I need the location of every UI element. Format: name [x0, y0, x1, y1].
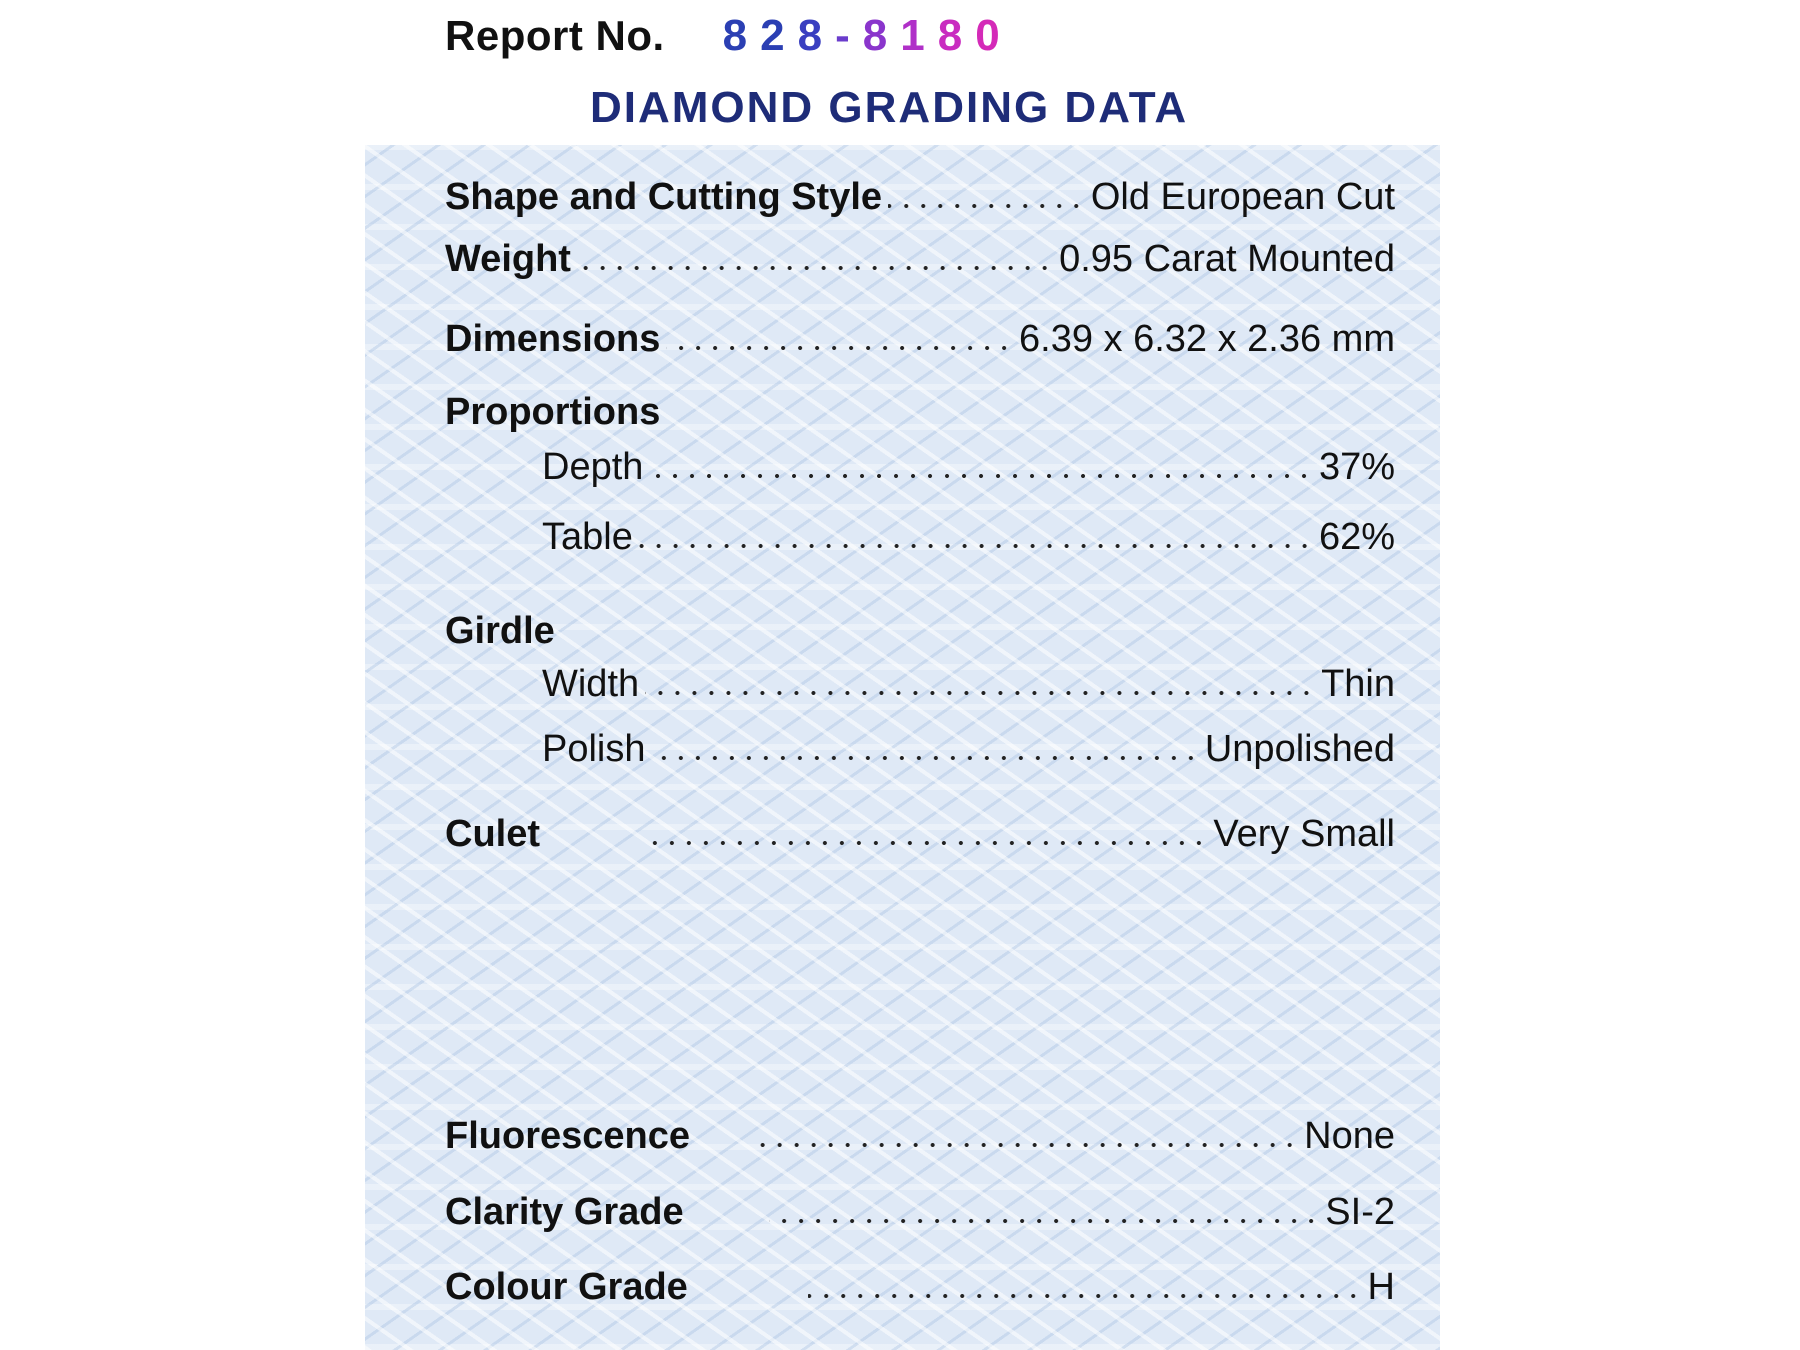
- shape-label: Shape and Cutting Style: [445, 176, 883, 218]
- dot-leader: [769, 1218, 1320, 1224]
- culet-value: Very Small: [1213, 813, 1395, 855]
- girdle-width-label: Width: [542, 663, 640, 705]
- fluorescence-label: Fluorescence: [445, 1115, 690, 1157]
- clarity-label: Clarity Grade: [445, 1191, 684, 1233]
- clarity-row: [445, 1188, 1395, 1236]
- culet-row: [445, 810, 1395, 858]
- proportions-heading: Proportions: [445, 391, 661, 433]
- section-title: DIAMOND GRADING DATA: [590, 83, 1189, 132]
- report-number-digit: -: [835, 11, 863, 60]
- dimensions-label: Dimensions: [445, 318, 661, 360]
- report-number-digit: 1: [900, 11, 938, 60]
- report-number-digit: 0: [975, 11, 1013, 60]
- dot-leader: [639, 543, 1313, 549]
- clarity-value: SI-2: [1325, 1191, 1395, 1233]
- depth-value: 37%: [1318, 446, 1395, 488]
- dimensions-value: 6.39 x 6.32 x 2.36 mm: [1019, 318, 1395, 360]
- girdle-heading: Girdle: [445, 610, 555, 652]
- dot-leader: [649, 473, 1313, 479]
- colour-label: Colour Grade: [445, 1266, 688, 1308]
- fluorescence-value: None: [1304, 1115, 1395, 1157]
- table-row: [445, 513, 1395, 561]
- colour-value: H: [1367, 1266, 1395, 1308]
- report-number-digit: 8: [862, 11, 901, 60]
- girdle-width-row: [445, 660, 1395, 708]
- report-label: Report No.: [445, 12, 665, 59]
- culet-label: Culet: [445, 813, 540, 855]
- dot-leader: [650, 840, 1207, 846]
- girdle-polish-value: Unpolished: [1204, 728, 1395, 770]
- table-value: 62%: [1318, 516, 1395, 558]
- grading-data-panel: [365, 145, 1440, 1350]
- weight-label: Weight: [445, 238, 571, 280]
- report-number-digit: 8: [797, 11, 836, 60]
- report-number-line: [445, 6, 1013, 66]
- report-number: [723, 11, 1013, 61]
- dot-leader: [750, 1142, 1298, 1148]
- weight-row: [445, 235, 1395, 283]
- girdle-width-value: Thin: [1321, 663, 1395, 705]
- report-number-digit: 2: [760, 11, 798, 60]
- fluorescence-row: [445, 1112, 1395, 1160]
- shape-row: [445, 173, 1395, 221]
- dimensions-row: [445, 315, 1395, 363]
- dot-leader: [888, 203, 1085, 209]
- girdle-polish-row: [445, 725, 1395, 773]
- dot-leader: [808, 1293, 1362, 1299]
- dot-leader: [645, 690, 1315, 696]
- dot-leader: [666, 345, 1013, 351]
- shape-value: Old European Cut: [1090, 176, 1395, 218]
- dot-leader: [577, 265, 1053, 271]
- colour-row: [445, 1263, 1395, 1311]
- report-number-digit: 8: [937, 11, 976, 60]
- girdle-polish-label: Polish: [542, 728, 646, 770]
- dot-leader: [652, 755, 1199, 761]
- report-number-digit: 8: [722, 11, 761, 60]
- weight-value: 0.95 Carat Mounted: [1059, 238, 1395, 280]
- depth-label: Depth: [542, 446, 644, 488]
- depth-row: [445, 443, 1395, 491]
- table-label: Table: [542, 516, 633, 558]
